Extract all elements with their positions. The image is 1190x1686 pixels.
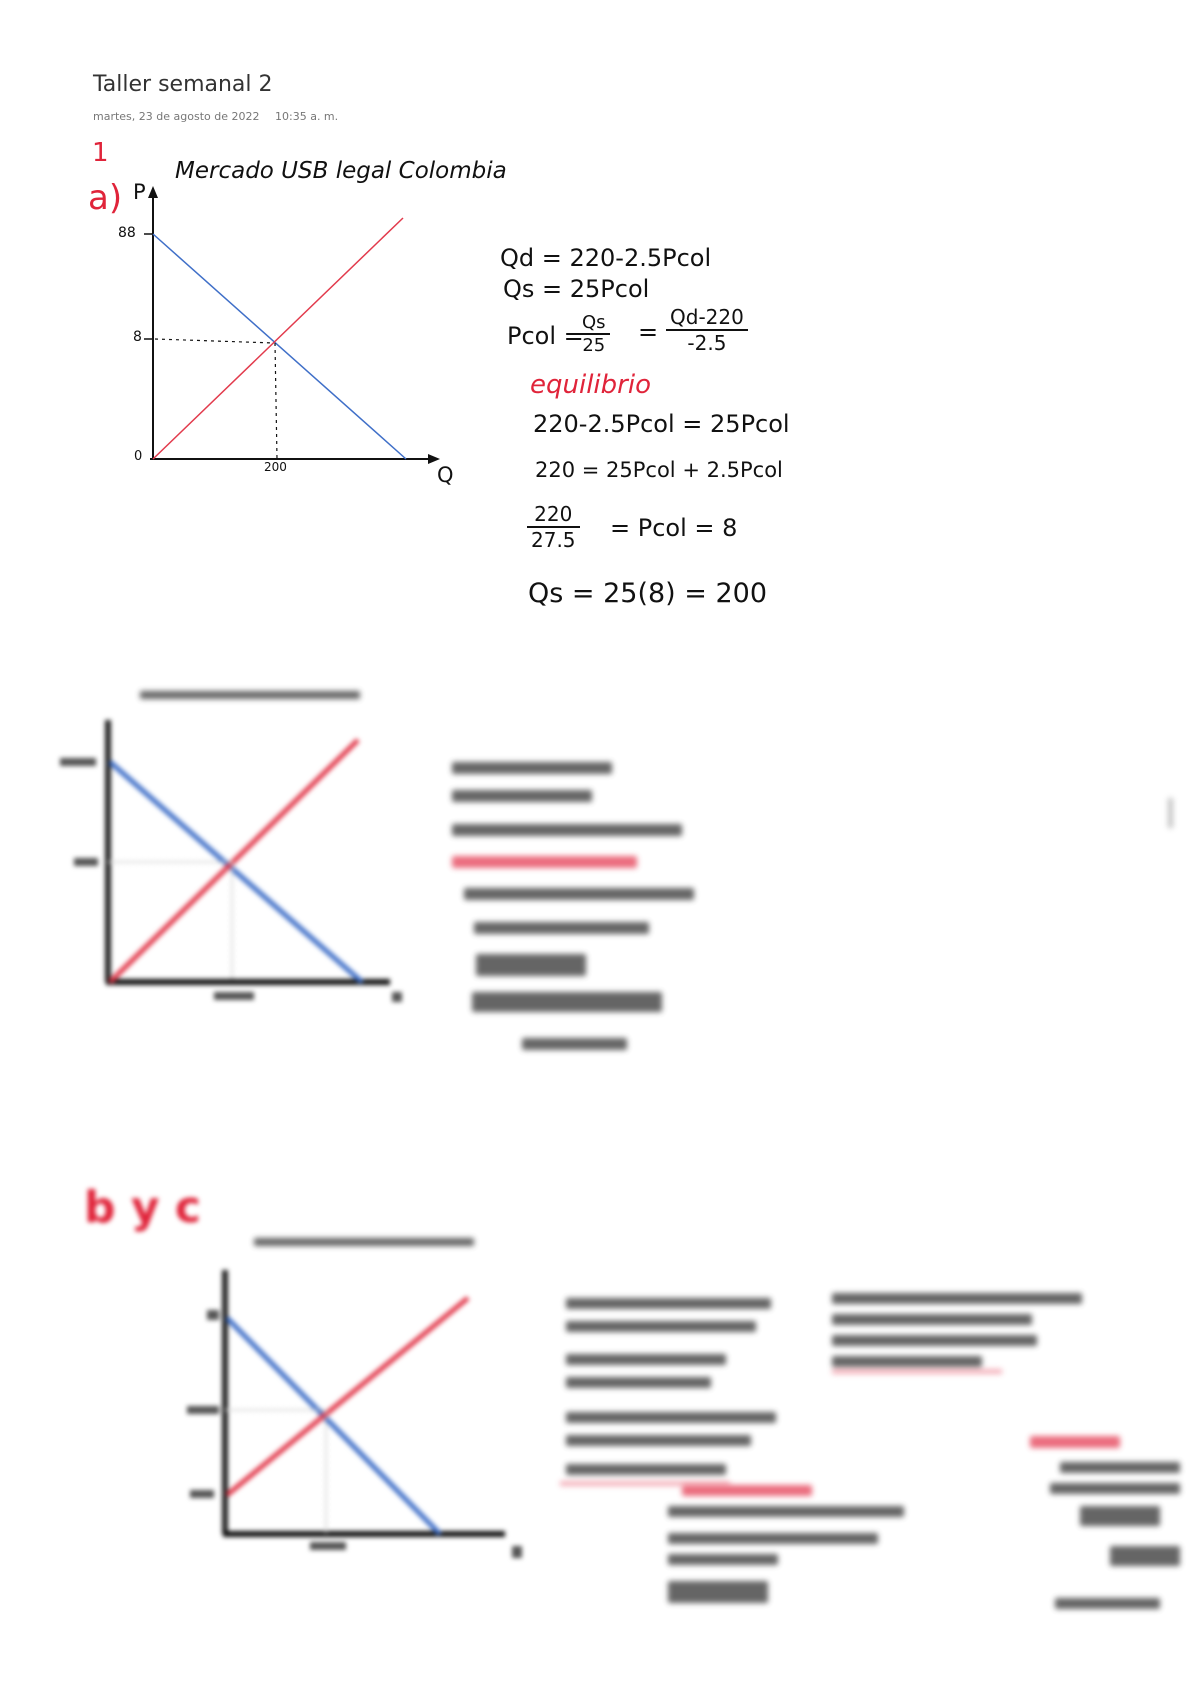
page-time: 10:35 a. m. [275, 110, 339, 123]
eq-step3-rest: = Pcol = 8 [610, 514, 738, 542]
eq-equilibrio-label: equilibrio [530, 370, 651, 400]
eq-equals: = [638, 318, 659, 346]
chart1-eq-qty-dash [275, 343, 277, 459]
eq-pcol-label: Pcol = [507, 322, 584, 350]
scroll-marker-blurred [1168, 798, 1173, 828]
chart1-ytick-8: 8 [133, 329, 142, 345]
chart1-ytick-0: 0 [134, 449, 143, 464]
eq-step3-num: 220 [527, 502, 580, 528]
eq-block3-left-blurred [566, 1298, 826, 1498]
eq-supply: Qs = 25Pcol [503, 275, 650, 303]
eq-block3-right-blurred [832, 1293, 1092, 1383]
eq-frac1-num: Qs [578, 312, 610, 335]
eq-step3-den: 27.5 [531, 528, 576, 552]
chart1-y-arrow-icon [148, 186, 158, 198]
eq-block2-blurred [452, 760, 692, 1100]
page-title: Taller semanal 2 [93, 72, 273, 97]
part-a-label: a) [88, 178, 123, 218]
section-number: 1 [92, 138, 109, 168]
chart3-plot [0, 1250, 540, 1580]
eq-block3-far-right-blurred [1030, 1436, 1180, 1616]
eq-demand: Qd = 220-2.5Pcol [500, 244, 712, 272]
eq-frac1 [578, 312, 610, 356]
chart1-demand-line [153, 234, 406, 459]
eq-frac2-den: -2.5 [687, 331, 727, 355]
eq-frac2 [666, 305, 748, 355]
chart1-x-arrow-icon [428, 454, 440, 464]
chart1-ytick-88: 88 [118, 225, 136, 241]
chart3-title-blurred [254, 1238, 474, 1250]
eq-step2: 220 = 25Pcol + 2.5Pcol [535, 458, 783, 482]
chart2-demand-line [110, 762, 362, 982]
chart1-title: Mercado USB legal Colombia [175, 158, 507, 184]
eq-block3-bottom-blurred [668, 1485, 918, 1615]
eq-result: Qs = 25(8) = 200 [528, 578, 768, 609]
chart3-supply-line [227, 1298, 468, 1495]
eq-step1: 220-2.5Pcol = 25Pcol [533, 410, 790, 438]
eq-frac2-num: Qd-220 [666, 305, 748, 331]
chart2-plot [0, 690, 460, 1020]
chart1-y-label: P [133, 180, 146, 204]
chart1-xtick-200: 200 [264, 460, 287, 474]
chart3-demand-line [227, 1318, 440, 1534]
page-date: martes, 23 de agosto de 2022 [93, 110, 260, 123]
chart1-eq-price-dash [155, 339, 274, 343]
part-bc-label: b y c [84, 1182, 201, 1233]
chart1-x-label: Q [437, 463, 454, 487]
eq-step3-frac [527, 502, 580, 552]
eq-frac1-den: 25 [582, 335, 606, 356]
